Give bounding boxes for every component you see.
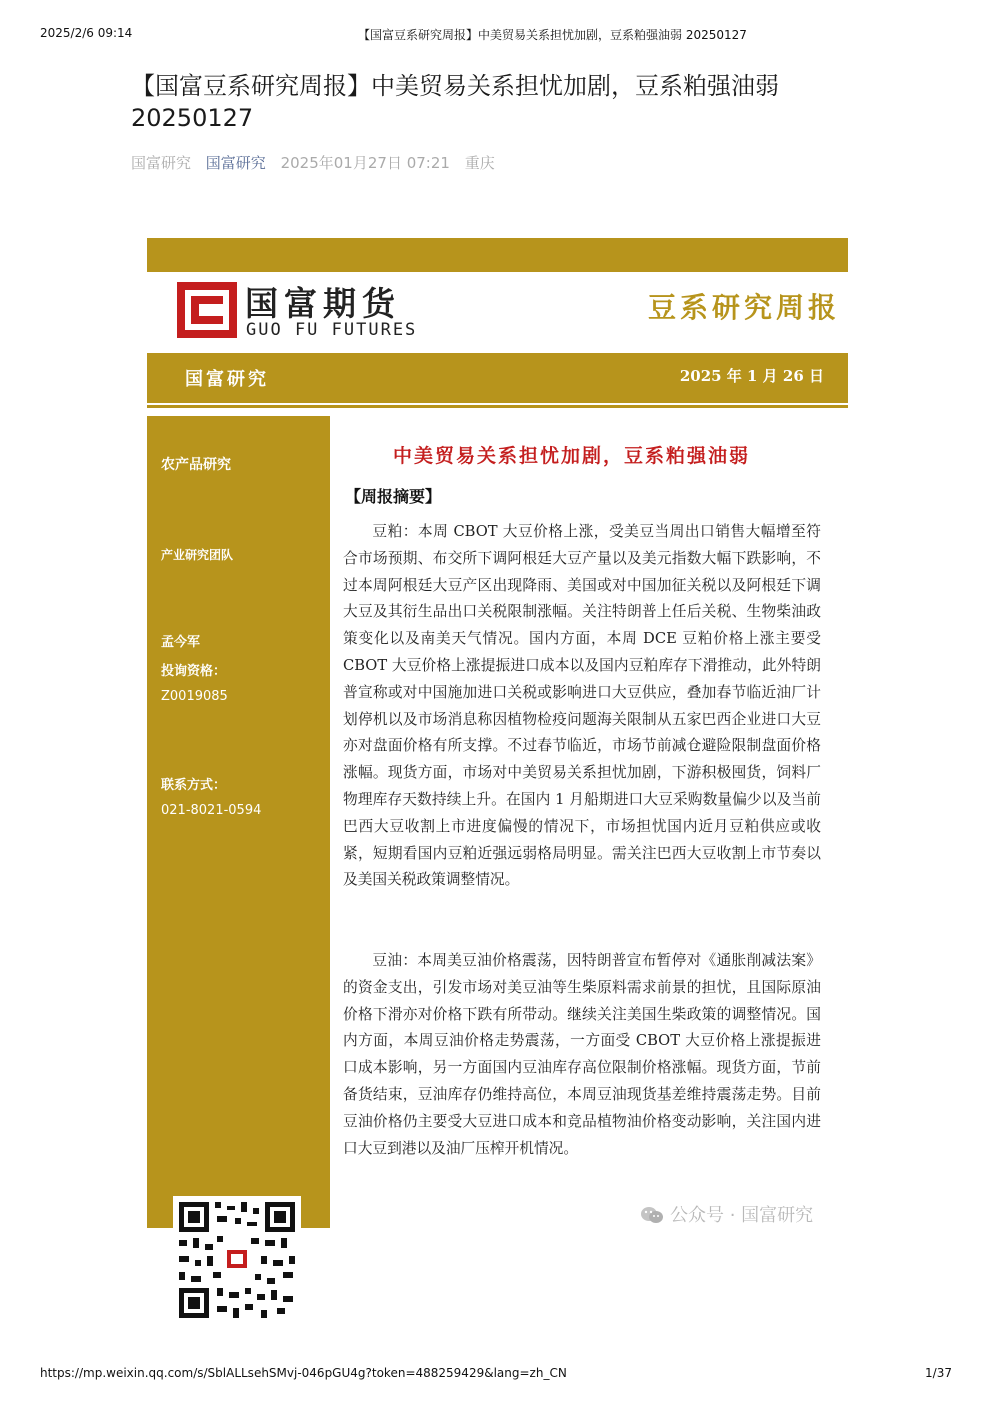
report-headline: 中美贸易关系担忧加剧，豆系粕强油弱	[393, 445, 751, 467]
paragraph-soymeal: 豆粕：本周 CBOT 大豆价格上涨，受美豆当周出口销售大幅增至符合市场预期、布交所下调阿根廷大豆产量以及美元指数大幅下跌影响，不过本周阿根廷大豆产区出现降雨、美国或对中国加征关税以及阿根廷下调大豆及其衍生品出口关税限制涨幅。关注特朗普上任后关税、生物柴油政策变化以及南美天气情况。国内方面，本周 DCE 豆粕价格上涨主要受 CBOT 大豆价格上涨提振进口成本以及国内豆粕库存下滑推动，此外特朗普宣称或对中国施加进口关税或影响进口大豆供应，叠加春节临近油厂计划停机以及市场消息称因植物检疫问题海关限制从五家巴西企业进口大豆亦对盘面价格有所支撑。不过春节临近，市场节前减仓避险限制盘面价格涨幅。现货方面，市场对中美贸易关系担忧加剧，下游积极囤货，饲料厂物理库存天数持续上升。在国内 1 月船期进口大豆采购数量偏少以及当前巴西大豆收割上市进度偏慢的情况下，市场担忧国内近月豆粕供应或收紧，短期看国内豆粕近强远弱格局明显。需关注巴西大豆收割上市节奏以及美国关税政策调整情况。	[343, 523, 821, 889]
report-date: 2025 年 1 月 26 日	[679, 367, 824, 385]
sidebar-analyst: 孟今军	[161, 635, 201, 650]
article-title: 【国富豆系研究周报】中美贸易关系担忧加剧，豆系粕强油弱 20250127	[131, 72, 779, 132]
print-page-number: 1/37	[925, 1366, 952, 1380]
print-url: https://mp.weixin.qq.com/s/SblALLsehSMvj-046pGU4g?token=488259429&lang=zh_CN	[40, 1366, 567, 1380]
paragraph-soyoil: 豆油：本周美豆油价格震荡，因特朗普宣布暂停对《通胀削减法案》的资金支出，引发市场对美豆油等生柴原料需求前景的担忧，且国际原油价格下滑亦对价格下跌有所带动。继续关注美国生柴政策的调整情况。国内方面，本周豆油价格走势震荡，一方面受 CBOT 大豆价格上涨提振进口成本影响，另一方面国内豆油库存高位限制价格涨幅。现货方面，节前备货结束，豆油库存仍维持高位，本周豆油现货基差维持震荡走势。目前豆油价格仍主要受大豆进口成本和竞品植物油价格变动影响，关注国内进口大豆到港以及油厂压榨开机情况。	[343, 952, 821, 1157]
report-top-bar	[147, 238, 848, 272]
wechat-watermark	[640, 1201, 813, 1227]
wechat-icon	[640, 1206, 664, 1224]
company-name-en: GUO FU FUTURES	[246, 320, 418, 340]
account-name: 国富研究	[131, 154, 192, 172]
company-name-cn: 国富期货	[245, 284, 401, 323]
report-band	[147, 353, 848, 403]
author-link[interactable]: 国富研究	[205, 154, 266, 172]
sidebar-dept: 农产品研究	[161, 457, 231, 473]
print-title: 【国富豆系研究周报】中美贸易关系担忧加剧，豆系粕强油弱 20250127	[358, 28, 747, 42]
sidebar-cert-label: 投询资格：	[161, 664, 227, 679]
publish-time: 2025年01月27日 07:21	[280, 154, 450, 172]
article-meta	[131, 152, 505, 173]
sidebar-contact-label: 联系方式：	[161, 778, 227, 793]
band-label: 国富研究	[185, 369, 269, 390]
print-date: 2025/2/6 09:14	[40, 26, 133, 40]
summary-heading: 【周报摘要】	[345, 487, 442, 506]
band-divider	[147, 405, 848, 408]
sidebar-team: 产业研究团队	[161, 548, 234, 562]
report-type: 豆系研究周报	[647, 291, 840, 324]
report-image	[147, 238, 848, 1228]
watermark-text: 公众号 · 国富研究	[670, 1205, 814, 1226]
publish-location: 重庆	[464, 154, 495, 172]
company-logo-icon	[177, 282, 237, 338]
sidebar-phone: 021-8021-0594	[161, 803, 262, 818]
qr-code-icon	[173, 1196, 301, 1324]
report-sidebar	[147, 416, 330, 1228]
sidebar-cert-no: Z0019085	[161, 689, 228, 704]
